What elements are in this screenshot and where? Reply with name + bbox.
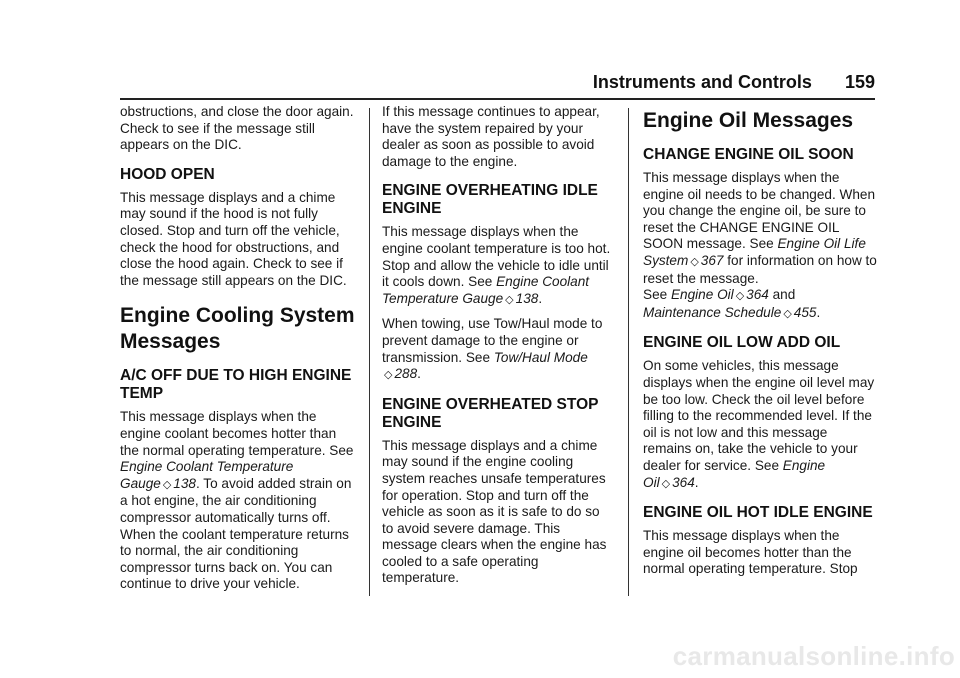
reference-page: 364 [672,474,695,490]
text: This message displays when the engine oil needs to be changed. When you change the engine oil, be sure to reset the CHANGE ENGINE OIL SOON message. See [643,170,876,252]
heading-overheated-stop: ENGINE OVERHEATED STOP ENGINE [382,395,599,431]
reference-title: Engine Oil [670,287,734,303]
column-2 [382,104,614,595]
paragraph: When towing, use Tow/Haul mode to prevent damage to the engine or transmission. See Tow/Haul Mode ◇ 288. [382,316,603,382]
reference-title: Tow/Haul Mode [493,349,588,365]
reference-page: 138 [515,290,539,306]
text: This message displays when the engine coolant temperature is too hot. Stop and allow the vehicle to idle until it cools down. See [382,224,611,290]
paragraph: obstructions, and close the door again. Check to see if the message still appears on the DIC. [120,104,354,153]
page-header [0,72,875,93]
page-ref-arrow-icon: ◇ [384,369,393,382]
column-3 [643,104,877,586]
reference-page: 288 [394,366,418,382]
page-ref-arrow-icon: ◇ [162,478,172,491]
section-title: Instruments and Controls [592,72,812,92]
page-ref-arrow-icon: ◇ [690,255,699,268]
paragraph: This message displays and a chime may sound if the hood is not fully closed. Stop and turn off the vehicle, check the hood for obstructions, and close the hood again. Check to see if the message still appears on the DIC. [120,189,347,288]
column-divider [369,108,370,596]
reference-page: 364 [746,287,769,303]
heading-overheating-idle: ENGINE OVERHEATING IDLE ENGINE [382,182,598,218]
page-ref-arrow-icon: ◇ [735,290,745,303]
text: See [643,287,671,303]
text: . To avoid added strain on a hot engine, the air conditioning compressor automatically turns off. When the coolant temperature returns to normal, the air conditioning compressor turns back on. You can continue to drive your vehicle. [120,475,352,592]
column-1 [120,104,355,601]
reference-title: Engine Coolant Temperature Gauge [382,274,590,306]
paragraph: On some vehicles, this message displays when the engine oil level may be too low. Check the oil level before filling to the recommended level. If the oil is not low and this message remains on, take the vehicle to your dealer for service. See Engine Oil ◇ 364. [643,358,875,490]
paragraph: This message displays when the engine oil needs to be changed. When you change the engine oil, be sure to reset the CHANGE ENGINE OIL SOON message. See Engine Oil Life System ◇ 367 for information on how to reset the message. See Engine Oil ◇ 364 and Maintenance Schedule ◇ 455. [643,170,877,320]
page-ref-arrow-icon: ◇ [505,293,514,306]
paragraph: If this message continues to appear, have the system repaired by your dealer as soon as possible to avoid damage to the engine. [382,104,600,169]
cross-reference-link[interactable] [671,287,769,302]
text: This message displays when the engine coolant becomes hotter than the normal operating temperature. See [120,409,354,458]
reference-page: 367 [700,252,724,268]
paragraph: This message displays when the engine oil becomes hotter than the normal operating temperature. Stop [643,528,858,577]
heading-oil-low: ENGINE OIL LOW ADD OIL [643,334,841,352]
cross-reference-link[interactable] [643,305,816,320]
text: When towing, use Tow/Haul mode to prevent damage to the engine or transmission. See [382,316,603,365]
reference-title: Engine Oil [643,457,826,490]
page-ref-arrow-icon: ◇ [661,477,671,490]
page-number: 159 [844,72,875,92]
paragraph: This message displays and a chime may sound if the engine cooling system reaches unsafe temperatures for operation. Stop and turn off the vehicle as soon as it is safe to do so to avoid severe damage. This message clears when the engine has cooled to a safe operating temperature. [382,437,607,586]
column-divider [628,108,629,596]
heading-hood-open: HOOD OPEN [120,165,215,183]
watermark: carmanualsonline.info [672,641,955,671]
heading-change-oil-soon: CHANGE ENGINE OIL SOON [643,146,854,163]
reference-title: Engine Coolant Temperature Gauge [120,459,294,491]
reference-title: Maintenance Schedule [643,304,782,320]
reference-page: 455 [793,304,817,320]
paragraph [120,409,355,593]
heading-ac-off: A/C OFF DUE TO HIGH ENGINE TEMP [120,367,352,403]
heading-oil-hot: ENGINE OIL HOT IDLE ENGINE [643,504,873,522]
page-ref-arrow-icon: ◇ [783,307,792,320]
reference-page: 138 [173,475,196,491]
text: for information on how to reset the message. [643,252,877,286]
header-rule [120,98,875,100]
reference-title: Engine Oil Life System [643,236,866,268]
text: On some vehicles, this message displays when the engine oil level may be too low. Check the oil level before filling to the recommended level. If the oil is not low and this message remains on, take the vehicle to your dealer for service. See [643,358,875,473]
paragraph: This message displays when the engine coolant temperature is too hot. Stop and allow the vehicle to idle until it cools down. See Engine Coolant Temperature Gauge ◇ 138. [382,224,611,306]
heading-engine-oil-messages: Engine Oil Messages [643,109,854,132]
text: and [768,287,796,303]
heading-engine-cooling: Engine Cooling System Messages [120,304,355,354]
